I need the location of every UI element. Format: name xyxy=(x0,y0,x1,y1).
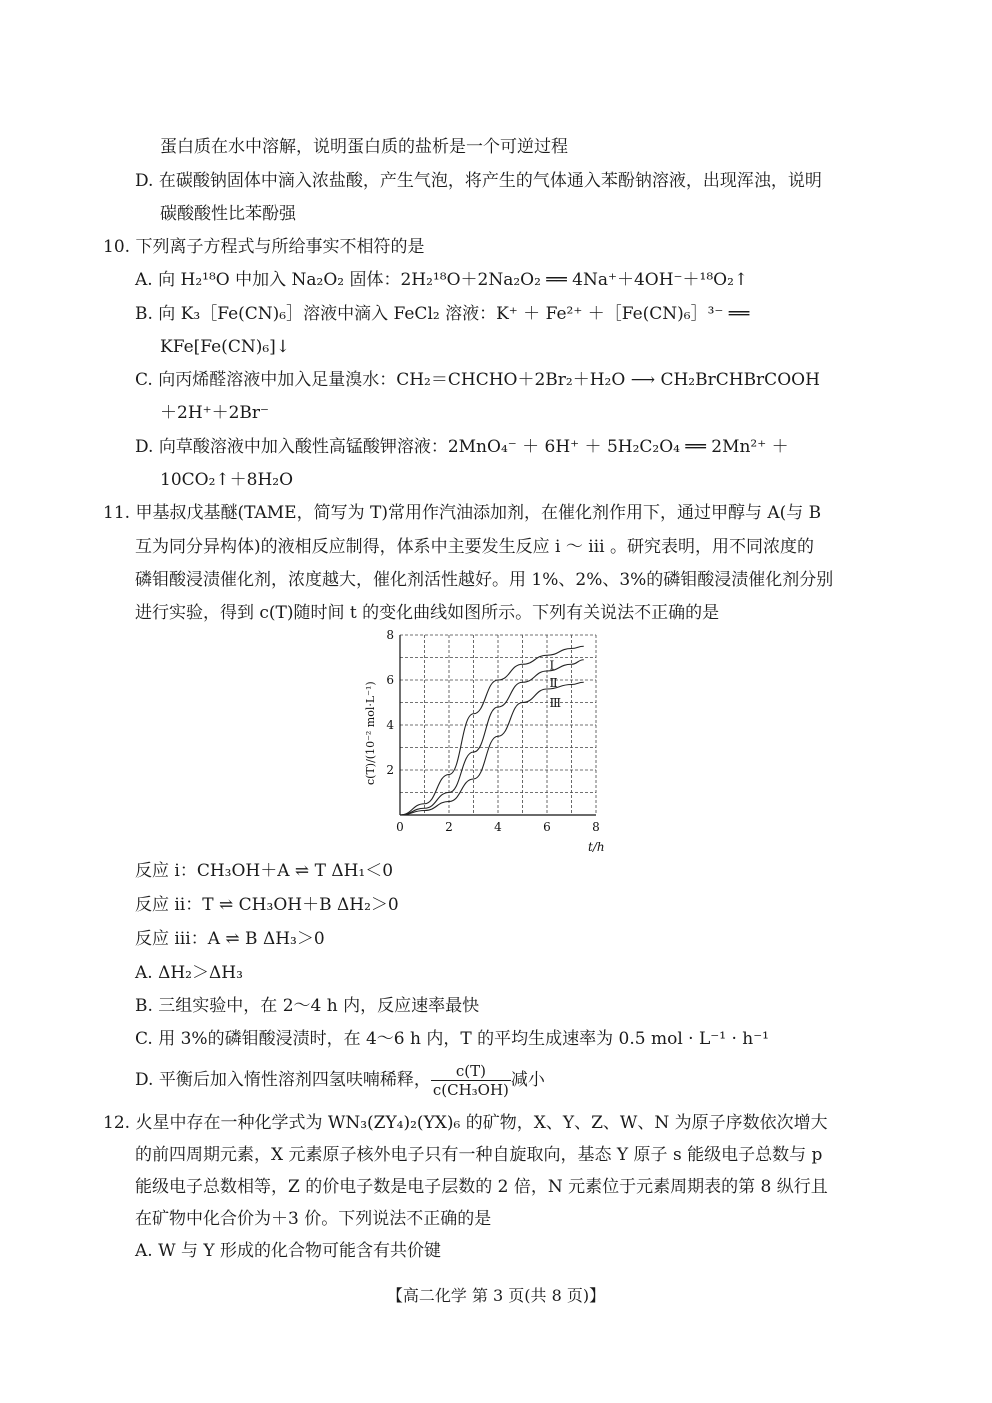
q12-stem-line-2: 的前四周期元素，X 元素原子核外电子只有一种自旋取向，基态 Y 原子 s 能级电子总数与 p xyxy=(135,1145,823,1165)
page-footer: 【高二化学 第 3 页(共 8 页)】 xyxy=(386,1286,606,1305)
q11-option-b: B. 三组实验中，在 2～4 h 内，反应速率最快 xyxy=(135,996,480,1016)
y-axis-label: c(T)/(10⁻² mol·L⁻¹) xyxy=(364,681,377,785)
q9-option-d: D. 在碳酸钠固体中滴入浓盐酸，产生气泡，将产生的气体通入苯酚钠溶液，出现浑浊，说明 xyxy=(135,171,822,191)
y-tick-label: 2 xyxy=(386,763,394,777)
q10-option-b-continuation: KFe[Fe(CN)₆]↓ xyxy=(160,337,291,357)
x-tick-label: 8 xyxy=(592,820,600,834)
q10-option-d-continuation: 10CO₂↑＋8H₂O xyxy=(160,470,294,490)
q11-option-a: A. ΔH₂＞ΔH₃ xyxy=(135,963,243,983)
q10-option-a: A. 向 H₂¹⁸O 中加入 Na₂O₂ 固体：2H₂¹⁸O＋2Na₂O₂ ══ 4Na⁺＋4OH⁻＋¹⁸O₂↑ xyxy=(135,270,749,290)
series-curve-1 xyxy=(400,646,584,815)
q11-stem-line-1: 11. 甲基叔戊基醚(TAME，简写为 T)常用作汽油添加剂，在催化剂作用下，通过甲醇与 A(与 B xyxy=(103,503,822,523)
x-tick-label: 4 xyxy=(494,820,502,834)
q10-option-d: D. 向草酸溶液中加入酸性高锰酸钾溶液：2MnO₄⁻ ＋ 6H⁺ ＋ 5H₂C₂O₄ ══ 2Mn²⁺ ＋ xyxy=(135,437,789,457)
series-label-2: Ⅱ xyxy=(549,676,558,690)
q10-option-c: C. 向丙烯醛溶液中加入足量溴水：CH₂＝CHCHO＋2Br₂＋H₂O ⟶ CH₂BrCHBrCOOH xyxy=(135,370,820,390)
q11-stem-line-4: 进行实验，得到 c(T)随时间 t 的变化曲线如图所示。下列有关说法不正确的是 xyxy=(135,603,720,623)
q12-stem-line-3: 能级电子总数相等，Z 的价电子数是电子层数的 2 倍，N 元素位于元素周期表的第 8 纵行且 xyxy=(135,1177,828,1197)
q11-stem-line-3: 磷钼酸浸渍催化剂，浓度越大，催化剂活性越好。用 1%、2%、3%的磷钼酸浸渍催化剂分别 xyxy=(135,570,834,590)
y-tick-label: 4 xyxy=(386,718,394,732)
fraction-denominator: c(CH₃OH) xyxy=(432,1081,509,1099)
y-tick-label: 6 xyxy=(386,673,394,687)
q10-option-b: B. 向 K₃［Fe(CN)₆］溶液中滴入 FeCl₂ 溶液：K⁺ ＋ Fe²⁺ ＋［Fe(CN)₆］³⁻ ══ xyxy=(135,304,750,324)
chart-svg xyxy=(350,625,640,857)
q9-option-d-continuation: 碳酸酸性比苯酚强 xyxy=(160,204,296,224)
reaction-3: 反应 ⅲ：A ⇌ B ΔH₃＞0 xyxy=(135,929,325,949)
y-tick-label: 8 xyxy=(386,628,394,642)
q12-stem-line-1: 12. 火星中存在一种化学式为 WN₃(ZY₄)₂(YX)₆ 的矿物，X、Y、Z、W、N 为原子序数依次增大 xyxy=(103,1113,828,1133)
series-label-3: Ⅲ xyxy=(549,696,562,710)
q12-stem-line-4: 在矿物中化合价为＋3 价。下列说法不正确的是 xyxy=(135,1209,492,1229)
q12-option-a: A. W 与 Y 形成的化合物可能含有共价键 xyxy=(135,1241,441,1261)
fraction-numerator: c(T) xyxy=(431,1062,511,1081)
x-axis-label: t/h xyxy=(588,840,605,854)
ratio-fraction xyxy=(431,1062,511,1099)
q9-option-c-continuation: 蛋白质在水中溶解，说明蛋白质的盐析是一个可逆过程 xyxy=(160,137,568,157)
q11-option-c: C. 用 3%的磷钼酸浸渍时，在 4～6 h 内，T 的平均生成速率为 0.5 mol · L⁻¹ · h⁻¹ xyxy=(135,1029,769,1049)
reaction-2: 反应 ⅱ：T ⇌ CH₃OH＋B ΔH₂＞0 xyxy=(135,895,399,915)
x-tick-label: 6 xyxy=(543,820,551,834)
series-label-1: Ⅰ xyxy=(549,658,555,673)
q11-option-d-text: D. 平衡后加入惰性溶剂四氢呋喃稀释， xyxy=(135,1070,431,1090)
q10-stem: 10. 下列离子方程式与所给事实不相符的是 xyxy=(103,237,425,257)
x-tick-label: 0 xyxy=(396,820,404,834)
ct-time-chart xyxy=(350,625,640,857)
q11-option-d-tail: 减小 xyxy=(510,1070,545,1090)
q10-option-c-continuation: ＋2H⁺＋2Br⁻ xyxy=(160,403,270,423)
reaction-1: 反应 ⅰ：CH₃OH＋A ⇌ T ΔH₁＜0 xyxy=(135,861,394,881)
q11-option-d xyxy=(135,1062,545,1099)
x-tick-label: 2 xyxy=(445,820,453,834)
q11-stem-line-2: 互为同分异构体)的液相反应制得，体系中主要发生反应 ⅰ ～ ⅲ 。研究表明，用不同浓度的 xyxy=(135,537,814,557)
